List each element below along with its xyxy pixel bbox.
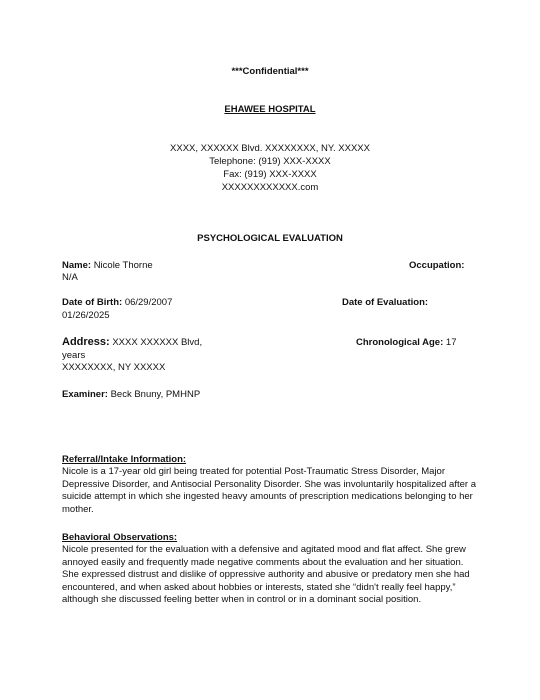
behavioral-section — [62, 532, 482, 606]
address-line2: XXXXXXXX, NY XXXXX — [62, 362, 166, 373]
confidential-label: ***Confidential*** — [231, 66, 309, 77]
occupation-value: N/A — [62, 272, 78, 283]
behavioral-text: Nicole presented for the evaluation with a defensive and agitated mood and flat affect. She grew annoyed easily and frequently made negative comments about the evaluation and her situation. She expressed distrust and dislike of oppressive authority and abusive or predatory men she had encountered, and when asked about hobbies or interests, stated she “didn't really feel happy,” although she discussed feeling better when in control or in a dominant social position. — [62, 544, 470, 606]
dob-label: Date of Birth: — [62, 297, 123, 308]
doe-value: 01/26/2025 — [62, 310, 110, 321]
examiner-field — [62, 389, 200, 402]
name-label: Name: — [62, 260, 92, 271]
hospital-name: EHAWEE HOSPITAL — [224, 104, 316, 115]
age-field — [356, 337, 456, 350]
document-title: PSYCHOLOGICAL EVALUATION — [197, 233, 343, 244]
hospital-address: XXXX, XXXXXX Blvd. XXXXXXXX, NY. XXXXX — [170, 143, 370, 154]
examiner-label: Examiner: — [62, 389, 108, 400]
age-label: Chronological Age: — [356, 337, 444, 348]
referral-heading: Referral/Intake Information: — [62, 454, 187, 465]
address-field — [62, 336, 202, 350]
referral-text: Nicole is a 17-year old girl being treated for potential Post-Traumatic Stress Disorder, Major Depressive Disorder, and Antisocial Personality Disorder. She was involuntarily hospitalized after a suicide attempt in which she ingested heavy amounts of prescription medications belonging to her mother. — [62, 466, 476, 515]
behavioral-heading: Behavioral Observations: — [62, 532, 178, 543]
hospital-fax: Fax: (919) XXX-XXXX — [223, 169, 317, 180]
address-line1: XXXX XXXXXX Blvd, — [112, 337, 203, 348]
examiner-value: Beck Bnuny, PMHNP — [110, 389, 201, 400]
referral-section — [62, 454, 482, 516]
hospital-website: XXXXXXXXXXXX.com — [221, 182, 319, 193]
name-field — [62, 260, 153, 273]
occupation-label: Occupation: — [409, 260, 465, 271]
dob-field — [62, 297, 172, 310]
name-value: Nicole Thorne — [93, 260, 153, 271]
age-value: 17 — [445, 337, 457, 348]
doe-label: Date of Evaluation: — [342, 297, 429, 308]
address-label: Address: — [62, 336, 110, 348]
dob-value: 06/29/2007 — [124, 297, 173, 308]
hospital-telephone: Telephone: (919) XXX-XXXX — [209, 156, 331, 167]
age-unit: years — [62, 350, 86, 361]
